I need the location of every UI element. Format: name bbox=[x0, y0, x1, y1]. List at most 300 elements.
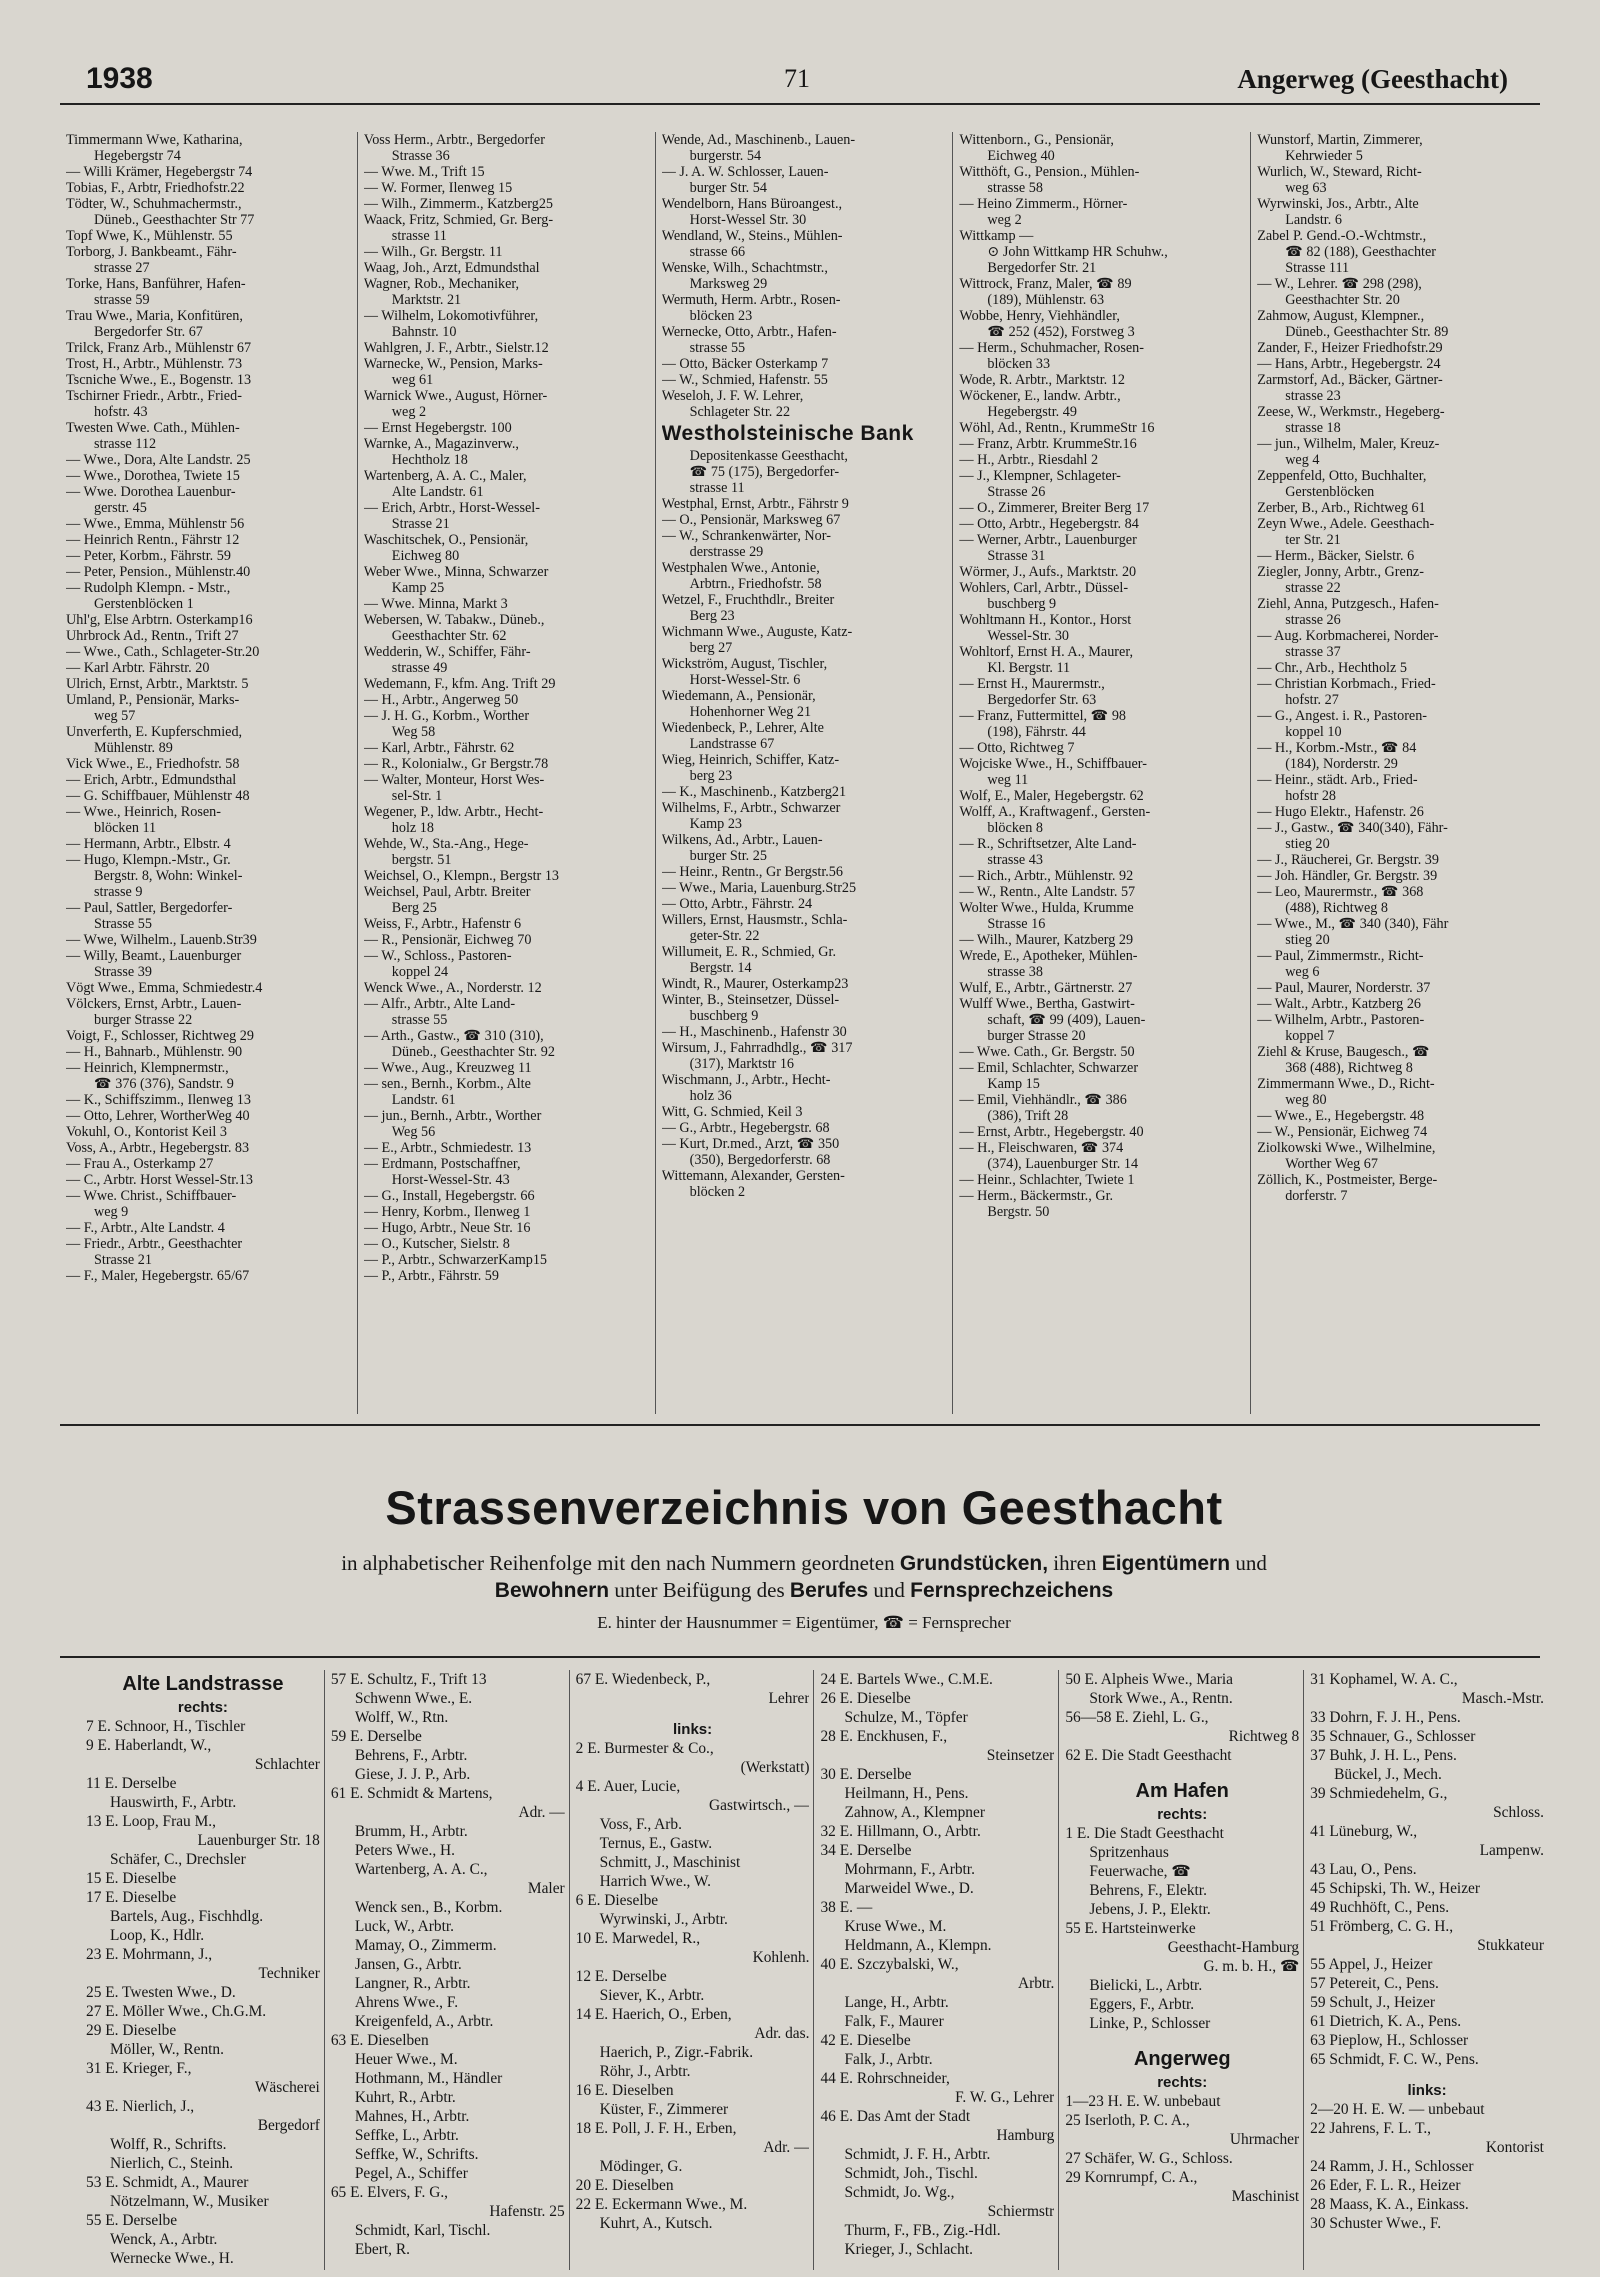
directory-entry: Weg 58 bbox=[391, 724, 436, 740]
directory-entry: — H., Fleischwaren, ☎ 374 bbox=[959, 1140, 1124, 1156]
directory-entry: — Hermann, Arbtr., Elbstr. 4 bbox=[66, 836, 231, 852]
directory-entry: — Willi Krämer, Hegebergstr 74 bbox=[66, 164, 253, 180]
directory-entry: — O., Pensionär, Marksweg 67 bbox=[661, 512, 841, 528]
directory-entry: strasse 58 bbox=[987, 180, 1043, 196]
directory-entry: — Wwe. Minna, Markt 3 bbox=[363, 596, 508, 612]
directory-entry: — Paul, Sattler, Bergedorfer- bbox=[66, 900, 233, 916]
directory-entry: strasse 18 bbox=[1285, 420, 1341, 436]
directory-entry: Bergstr. 8, Wohn: Winkel- bbox=[94, 868, 243, 884]
directory-entry: — Otto, Arbtr., Hegebergstr. 84 bbox=[959, 516, 1139, 532]
directory-entry: weg 2 bbox=[987, 212, 1022, 228]
directory-entry: Wahlgren, J. F., Arbtr., Sielstr.12 bbox=[363, 340, 549, 356]
street-entry: Langner, R., Arbtr. bbox=[354, 1975, 471, 1992]
street-entry: 55 Appel, J., Heizer bbox=[1310, 1956, 1433, 1973]
directory-entry: Landstrasse 67 bbox=[689, 736, 775, 752]
directory-entry: Tschirner Friedr., Arbtr., Fried- bbox=[66, 388, 242, 404]
directory-entry: — Karl Arbtr. Fährstr. 20 bbox=[66, 660, 210, 676]
directory-entry: Düneb., Geesthachter Str 77 bbox=[94, 212, 255, 228]
street-entry-continuation: Uhrmacher bbox=[1229, 2131, 1300, 2148]
street-entry: Brumm, H., Arbtr. bbox=[354, 1823, 468, 1840]
subtitle-bold-4: Berufes bbox=[789, 1579, 869, 1602]
street-entry: 63 Pieplow, H., Schlosser bbox=[1310, 2032, 1469, 2049]
directory-column-2 bbox=[357, 132, 655, 1414]
directory-entry: — R., Schriftsetzer, Alte Land- bbox=[959, 836, 1137, 852]
directory-entry: Wendelborn, Hans Büroangest., bbox=[661, 196, 843, 212]
directory-entry: — Henry, Korbm., Ilenweg 1 bbox=[363, 1204, 531, 1220]
directory-entry: — R., Pensionär, Eichweg 70 bbox=[363, 932, 532, 948]
directory-entry: — Hans, Arbtr., Hegebergstr. 24 bbox=[1257, 356, 1441, 372]
directory-entry: Ziolkowski Wwe., Wilhelmine, bbox=[1257, 1140, 1436, 1156]
directory-entry: geter-Str. 22 bbox=[689, 928, 760, 944]
subtitle-bold-3: Bewohnern bbox=[494, 1579, 610, 1602]
street-entry: Krieger, J., Schlacht. bbox=[844, 2241, 973, 2258]
directory-entry: Weg 56 bbox=[391, 1124, 436, 1140]
directory-entry: Zimmermann Wwe., D., Richt- bbox=[1257, 1076, 1435, 1092]
street-entry: Schwenn Wwe., E. bbox=[354, 1690, 473, 1707]
street-entry-continuation: Lampenw. bbox=[1479, 1842, 1544, 1859]
street-entry: 22 E. Eckermann Wwe., M. bbox=[575, 2196, 748, 2213]
directory-entry: Tobias, F., Arbtr, Friedhofstr.22 bbox=[66, 180, 245, 196]
street-entry: Luck, W., Arbtr. bbox=[354, 1918, 455, 1935]
street-entry: Wenck sen., B., Korbm. bbox=[354, 1899, 503, 1916]
directory-entry: (386), Trift 28 bbox=[987, 1108, 1069, 1124]
directory-entry: Voigt, F., Schlosser, Richtweg 29 bbox=[66, 1028, 254, 1044]
street-entry: 12 E. Derselbe bbox=[575, 1968, 667, 1985]
street-entry: 25 Iserloth, P. C. A., bbox=[1065, 2112, 1190, 2129]
directory-entry: Voss Herm., Arbtr., Bergedorfer bbox=[363, 132, 545, 148]
street-entry: 16 E. Dieselben bbox=[575, 2082, 674, 2099]
directory-entry: buschberg 9 bbox=[689, 1008, 759, 1024]
street-entry: Seffke, L., Arbtr. bbox=[354, 2127, 459, 2144]
directory-entry: — Wilh., Maurer, Katzberg 29 bbox=[959, 932, 1134, 948]
street-entry-continuation: Kontorist bbox=[1485, 2139, 1544, 2156]
street-index-heading bbox=[60, 1478, 1548, 1634]
directory-entry: Twesten Wwe. Cath., Mühlen- bbox=[66, 420, 240, 436]
directory-entry: Bergstr. 50 bbox=[987, 1204, 1050, 1220]
directory-entry: Strasse 111 bbox=[1285, 260, 1350, 276]
directory-entry: Zeyn Wwe., Adele. Geesthach- bbox=[1257, 516, 1435, 532]
directory-entry: Warnke, A., Magazinverw., bbox=[363, 436, 519, 452]
street-entry-continuation: F. W. G., Lehrer bbox=[955, 2089, 1055, 2106]
street-entry: 32 E. Hillmann, O., Arbtr. bbox=[820, 1823, 981, 1840]
directory-entry: Wohltmann H., Kontor., Horst bbox=[959, 612, 1132, 628]
directory-entry: — sen., Bernh., Korbm., Alte bbox=[363, 1076, 531, 1092]
street-entry: 43 Lau, O., Pens. bbox=[1310, 1861, 1417, 1878]
street-entry: 56—58 E. Ziehl, L. G., bbox=[1065, 1709, 1209, 1726]
directory-entry: — Wwe. Cath., Gr. Bergstr. 50 bbox=[959, 1044, 1135, 1060]
street-entry: Schmidt, Karl, Tischl. bbox=[354, 2222, 491, 2239]
directory-entry: strasse 11 bbox=[689, 480, 745, 496]
street-entry: Wolff, R., Schrifts. bbox=[110, 2136, 227, 2153]
directory-entry: — Christian Korbmach., Fried- bbox=[1257, 676, 1436, 692]
street-entry: Kruse Wwe., M. bbox=[844, 1918, 947, 1935]
street-entry-continuation: Schlachter bbox=[254, 1756, 320, 1773]
street-entry: 1—23 H. E. W. unbebaut bbox=[1065, 2093, 1221, 2110]
street-entry: 57 Petereit, C., Pens. bbox=[1310, 1975, 1439, 1992]
street-entry-continuation: Hafenstr. 25 bbox=[489, 2203, 565, 2220]
directory-entry: weg 6 bbox=[1285, 964, 1320, 980]
directory-entry: (189), Mühlenstr. 63 bbox=[987, 292, 1105, 308]
street-entry: Zahnow, A., Klempner bbox=[844, 1804, 985, 1821]
street-entry-continuation: Lehrer bbox=[768, 1690, 810, 1707]
directory-entry: Trost, H., Arbtr., Mühlenstr. 73 bbox=[66, 356, 243, 372]
street-name-heading: Angerweg bbox=[1133, 2048, 1231, 2070]
street-entry: Voss, F., Arb. bbox=[599, 1816, 682, 1833]
subtitle-text-3: und bbox=[1235, 1551, 1267, 1575]
directory-entry: Gerstenblöcken 1 bbox=[94, 596, 194, 612]
street-entry: Eggers, F., Arbtr. bbox=[1089, 1996, 1195, 2013]
resident-directory bbox=[60, 132, 1548, 1414]
directory-entry: Marktstr. 21 bbox=[391, 292, 462, 308]
directory-entry: — Friedr., Arbtr., Geesthachter bbox=[66, 1236, 243, 1252]
directory-entry: strasse 66 bbox=[689, 244, 746, 260]
directory-entry: blöcken 11 bbox=[94, 820, 157, 836]
street-entry-continuation: Techniker bbox=[258, 1965, 320, 1982]
directory-entry: Uhl'g, Else Arbtrn. Osterkamp16 bbox=[66, 612, 253, 628]
directory-entry: — Joh. Händler, Gr. Bergstr. 39 bbox=[1257, 868, 1438, 884]
directory-entry: — Wwe. Dorothea Lauenbur- bbox=[66, 484, 236, 500]
directory-entry: Ziehl & Kruse, Baugesch., ☎ bbox=[1257, 1044, 1430, 1060]
directory-entry: — G., Install, Hegebergstr. 66 bbox=[363, 1188, 535, 1204]
directory-entry: Voss, A., Arbtr., Hegebergstr. 83 bbox=[66, 1140, 250, 1156]
directory-entry: — Hugo Elektr., Hafenstr. 26 bbox=[1257, 804, 1424, 820]
street-side-label: links: bbox=[672, 1721, 713, 1738]
directory-entry: Wenck Wwe., A., Norderstr. 12 bbox=[363, 980, 542, 996]
street-entry: 6 E. Dieselbe bbox=[575, 1892, 659, 1909]
directory-entry: Waschitschek, O., Pensionär, bbox=[363, 532, 529, 548]
directory-entry: Zerber, B., Arb., Richtweg 61 bbox=[1257, 500, 1426, 516]
abbreviation-legend: E. hinter der Hausnummer = Eigentümer, ☎ = Fernsprecher bbox=[597, 1613, 1011, 1632]
directory-entry: Ulrich, Ernst, Arbtr., Marktstr. 5 bbox=[66, 676, 249, 692]
street-entry: Kreigenfeld, A., Arbtr. bbox=[354, 2013, 494, 2030]
page-header bbox=[86, 62, 1508, 96]
directory-entry: buschberg 9 bbox=[987, 596, 1057, 612]
directory-entry: Düneb., Geesthachter Str. 92 bbox=[391, 1044, 555, 1060]
street-entry: Bielicki, L., Arbtr. bbox=[1089, 1977, 1203, 1994]
directory-entry: — J., Räucherei, Gr. Bergstr. 39 bbox=[1257, 852, 1439, 868]
street-entry: 57 E. Schultz, F., Trift 13 bbox=[330, 1671, 487, 1688]
directory-entry: — Arth., Gastw., ☎ 310 (310), bbox=[363, 1028, 544, 1044]
directory-entry: — W., Schmied, Hafenstr. 55 bbox=[661, 372, 828, 388]
directory-entry: — F., Arbtr., Alte Landstr. 4 bbox=[66, 1220, 225, 1236]
directory-entry: derstrasse 29 bbox=[689, 544, 764, 560]
directory-entry: — J. A. W. Schlosser, Lauen- bbox=[661, 164, 829, 180]
directory-entry: — Otto, Bäcker Osterkamp 7 bbox=[661, 356, 829, 372]
directory-entry: Hohenhorner Weg 21 bbox=[689, 704, 812, 720]
street-name-heading: Alte Landstrasse bbox=[122, 1673, 284, 1695]
street-entry: 46 E. Das Amt der Stadt bbox=[820, 2108, 971, 2125]
street-entry: Lange, H., Arbtr. bbox=[844, 1994, 949, 2011]
street-entry: 4 E. Auer, Lucie, bbox=[575, 1778, 681, 1795]
street-entry-continuation: Gastwirtsch., — bbox=[709, 1797, 810, 1814]
directory-entry: Wrede, E., Apotheker, Mühlen- bbox=[959, 948, 1138, 964]
street-entry: Falk, F., Maurer bbox=[844, 2013, 944, 2030]
subtitle-text-2: ihren bbox=[1053, 1551, 1097, 1575]
directory-entry: Wagner, Rob., Mechaniker, bbox=[363, 276, 520, 292]
directory-entry: — Wwe., Maria, Lauenburg.Str25 bbox=[661, 880, 857, 896]
directory-entry: Warnecke, W., Pension, Marks- bbox=[363, 356, 543, 372]
directory-entry: Wischmann, J., Arbtr., Hecht- bbox=[661, 1072, 831, 1088]
street-entry: 31 E. Krieger, F., bbox=[86, 2060, 192, 2077]
directory-entry: burger Str. 54 bbox=[689, 180, 767, 196]
street-entry: 33 Dohrn, F. J. H., Pens. bbox=[1310, 1709, 1461, 1726]
directory-entry: Strasse 16 bbox=[987, 916, 1046, 932]
directory-entry: sel-Str. 1 bbox=[391, 788, 443, 804]
directory-entry: — Wwe., Dorothea, Twiete 15 bbox=[66, 468, 240, 484]
directory-entry: Depositenkasse Geesthacht, bbox=[689, 448, 848, 464]
subtitle-bold-2: Eigentümern bbox=[1101, 1552, 1231, 1575]
street-entry: Küster, F., Zimmerer bbox=[599, 2101, 729, 2118]
directory-entry: Arbtrn., Friedhofstr. 58 bbox=[689, 576, 822, 592]
street-entry: 65 Schmidt, F. C. W., Pens. bbox=[1310, 2051, 1479, 2068]
directory-entry: Wyrwinski, Jos., Arbtr., Alte bbox=[1257, 196, 1419, 212]
directory-entry: Tödter, W., Schuhmachermstr., bbox=[66, 196, 242, 212]
directory-entry: dorferstr. 7 bbox=[1285, 1188, 1348, 1204]
directory-entry: (198), Fährstr. 44 bbox=[987, 724, 1086, 740]
directory-entry: — Paul, Zimmermstr., Richt- bbox=[1257, 948, 1424, 964]
street-entry: 34 E. Derselbe bbox=[820, 1842, 912, 1859]
street-entry: 9 E. Haberlandt, W., bbox=[86, 1737, 212, 1754]
directory-entry: — Heinrich Rentn., Fährstr 12 bbox=[66, 532, 240, 548]
street-entry: 29 E. Dieselbe bbox=[86, 2022, 177, 2039]
directory-entry: burger Strasse 20 bbox=[987, 1028, 1086, 1044]
street-entry-continuation: Lauenburger Str. 18 bbox=[197, 1832, 320, 1849]
street-entry: 61 Dietrich, K. A., Pens. bbox=[1310, 2013, 1462, 2030]
directory-entry: Eichweg 40 bbox=[987, 148, 1055, 164]
street-entry: Wyrwinski, J., Arbtr. bbox=[599, 1911, 728, 1928]
street-entry-continuation: Bergedorf bbox=[257, 2117, 320, 2134]
directory-entry: — Franz, Arbtr. KrummeStr.16 bbox=[959, 436, 1137, 452]
street-entry: Hauswirth, F., Arbtr. bbox=[110, 1794, 237, 1811]
directory-entry: Waag, Joh., Arzt, Edmundsthal bbox=[363, 260, 540, 276]
directory-entry: Vick Wwe., E., Friedhofstr. 58 bbox=[66, 756, 240, 772]
street-entry: 24 Ramm, J. H., Schlosser bbox=[1310, 2158, 1474, 2175]
directory-entry: — Alfr., Arbtr., Alte Land- bbox=[363, 996, 516, 1012]
street-entry: Schulze, M., Töpfer bbox=[844, 1709, 968, 1726]
street-entry-continuation: Adr. das. bbox=[754, 2025, 810, 2042]
directory-entry: Hechtholz 18 bbox=[391, 452, 468, 468]
directory-entry: — Erich, Arbtr., Edmundsthal bbox=[66, 772, 237, 788]
street-entry: 51 Frömberg, C. G. H., bbox=[1310, 1918, 1454, 1935]
directory-entry: — K., Schiffszimm., Ilenweg 13 bbox=[66, 1092, 251, 1108]
bank-heading: Westholsteinische Bank bbox=[661, 422, 914, 445]
directory-entry: — Erdmann, Postschaffner, bbox=[363, 1156, 521, 1172]
directory-entry: koppel 24 bbox=[391, 964, 449, 980]
directory-entry: strasse 22 bbox=[1285, 580, 1341, 596]
directory-entry: Wittrock, Franz, Maler, ☎ 89 bbox=[959, 276, 1132, 292]
directory-entry: — Herm., Schuhmacher, Rosen- bbox=[959, 340, 1145, 356]
street-entry: 30 E. Derselbe bbox=[820, 1766, 912, 1783]
street-entry: Bartels, Aug., Fischhdlg. bbox=[110, 1908, 264, 1925]
street-entry: 28 Maass, K. A., Einkass. bbox=[1310, 2196, 1469, 2213]
directory-entry: — Emil, Viehhändlr., ☎ 386 bbox=[959, 1092, 1127, 1108]
directory-entry: Wenske, Wilh., Schachtmstr., bbox=[661, 260, 828, 276]
directory-entry: Weber Wwe., Minna, Schwarzer bbox=[363, 564, 549, 580]
page-year: 1938 bbox=[86, 62, 153, 95]
spacer bbox=[1065, 1765, 1299, 1777]
street-entry: Linke, P., Schlosser bbox=[1089, 2015, 1211, 2032]
directory-entry: — Walt., Arbtr., Katzberg 26 bbox=[1257, 996, 1422, 1012]
directory-entry: burger Str. 25 bbox=[689, 848, 767, 864]
street-side-label: links: bbox=[1407, 2082, 1447, 2099]
street-entry: 55 E. Derselbe bbox=[86, 2212, 178, 2229]
directory-entry: ☎ 75 (175), Bergedorfer- bbox=[689, 464, 840, 480]
street-entry: Pegel, A., Schiffer bbox=[354, 2165, 468, 2182]
street-entry: 2—20 H. E. W. — unbebaut bbox=[1310, 2101, 1485, 2118]
street-entry: Ahrens Wwe., F. bbox=[354, 1994, 459, 2011]
street-entry-continuation: Masch.-Mstr. bbox=[1461, 1690, 1544, 1707]
directory-entry: hofstr. 27 bbox=[1285, 692, 1339, 708]
directory-entry: Wilhelms, F., Arbtr., Schwarzer bbox=[661, 800, 841, 816]
directory-entry: Kl. Bergstr. 11 bbox=[987, 660, 1071, 676]
street-entry: Stork Wwe., A., Rentn. bbox=[1089, 1690, 1233, 1707]
street-side-label: rechts: bbox=[177, 1699, 228, 1716]
directory-entry: — Wwe., Dora, Alte Landstr. 25 bbox=[66, 452, 251, 468]
directory-entry: ⊙ John Wittkamp HR Schuhw., bbox=[987, 244, 1168, 260]
directory-entry: Kamp 23 bbox=[689, 816, 743, 832]
street-entry: Wartenberg, A. A. C., bbox=[354, 1861, 488, 1878]
directory-entry: — Paul, Maurer, Norderstr. 37 bbox=[1257, 980, 1431, 996]
directory-entry: strasse 59 bbox=[94, 292, 150, 308]
directory-entry: Landstr. 61 bbox=[391, 1092, 456, 1108]
directory-entry: weg 80 bbox=[1285, 1092, 1327, 1108]
directory-entry: Wöhl, Ad., Rentn., KrummeStr 16 bbox=[959, 420, 1155, 436]
subtitle-text-1: in alphabetischer Reihenfolge mit den nach Nummern geordneten bbox=[341, 1551, 895, 1575]
directory-entry: — Wwe., Emma, Mühlenstr 56 bbox=[66, 516, 245, 532]
directory-entry: strasse 27 bbox=[94, 260, 150, 276]
subtitle-bold-5: Fernsprechzeichens bbox=[910, 1579, 1114, 1602]
directory-entry: Warnick Wwe., August, Hörner- bbox=[363, 388, 548, 404]
directory-entry: Strasse 36 bbox=[391, 148, 450, 164]
directory-entry: Weichsel, O., Klempn., Bergstr 13 bbox=[363, 868, 560, 884]
directory-entry: — Heinr., Schlachter, Twiete 1 bbox=[959, 1172, 1135, 1188]
directory-entry: — W. Former, Ilenweg 15 bbox=[363, 180, 513, 196]
street-entry: Schmidt, Jo. Wg., bbox=[844, 2184, 955, 2201]
street-entry: Mödinger, G. bbox=[599, 2158, 683, 2175]
directory-entry: — Wilh., Zimmerm., Katzberg25 bbox=[363, 196, 554, 212]
directory-entry: — Werner, Arbtr., Lauenburger bbox=[959, 532, 1137, 548]
directory-entry: — W., Rentn., Alte Landstr. 57 bbox=[959, 884, 1136, 900]
directory-entry: Alte Landstr. 61 bbox=[391, 484, 484, 500]
directory-entry: Westphalen Wwe., Antonie, bbox=[661, 560, 820, 576]
directory-entry: Witt, G. Schmied, Keil 3 bbox=[661, 1104, 803, 1120]
street-entry: Peters Wwe., H. bbox=[354, 1842, 455, 1859]
directory-entry: Wörmer, J., Aufs., Marktstr. 20 bbox=[959, 564, 1137, 580]
street-column-1 bbox=[80, 1670, 324, 2270]
street-entry: Seffke, W., Schrifts. bbox=[354, 2146, 479, 2163]
directory-entry: Völckers, Ernst, Arbtr., Lauen- bbox=[66, 996, 242, 1012]
directory-entry: Wode, R. Arbtr., Marktstr. 12 bbox=[959, 372, 1125, 388]
street-entry: Schmidt, J. F. H., Arbtr. bbox=[844, 2146, 991, 2163]
directory-entry: Wohlers, Carl, Arbtr., Düssel- bbox=[959, 580, 1129, 596]
directory-column-3 bbox=[655, 132, 953, 1414]
directory-entry: Strasse 26 bbox=[987, 484, 1046, 500]
directory-entry: hofstr 28 bbox=[1285, 788, 1337, 804]
directory-entry: (317), Marktstr 16 bbox=[689, 1056, 795, 1072]
directory-entry: Kamp 25 bbox=[391, 580, 445, 596]
directory-entry: Zahmow, August, Klempner., bbox=[1257, 308, 1425, 324]
street-entry: 13 E. Loop, Frau M., bbox=[86, 1813, 216, 1830]
directory-entry: — P., Arbtr., Fährstr. 59 bbox=[363, 1268, 499, 1284]
street-entry: Behrens, F., Elektr. bbox=[1089, 1882, 1207, 1899]
directory-entry: strasse 26 bbox=[1285, 612, 1341, 628]
street-entry: Mamay, O., Zimmerm. bbox=[354, 1937, 497, 1954]
street-entry: 11 E. Derselbe bbox=[86, 1775, 177, 1792]
street-name-heading: Am Hafen bbox=[1135, 1780, 1229, 1802]
directory-entry: Wartenberg, A. A. C., Maler, bbox=[363, 468, 527, 484]
street-entry: Wernecke Wwe., H. bbox=[110, 2250, 234, 2267]
street-entry: Harrich Wwe., W. bbox=[599, 1873, 711, 1890]
street-entry: Röhr, J., Arbtr. bbox=[599, 2063, 691, 2080]
directory-entry: weg 57 bbox=[94, 708, 136, 724]
directory-entry: — Wwe., Aug., Kreuzweg 11 bbox=[363, 1060, 532, 1076]
street-entry: Jansen, G., Arbtr. bbox=[354, 1956, 462, 1973]
street-entry: Möller, W., Rentn. bbox=[110, 2041, 224, 2058]
directory-entry: Wirsum, J., Fahrradhdlg., ☎ 317 bbox=[661, 1040, 853, 1056]
street-entry: Ternus, E., Gastw. bbox=[599, 1835, 713, 1852]
street-entry: 61 E. Schmidt & Martens, bbox=[330, 1785, 493, 1802]
street-entry: Siever, K., Arbtr. bbox=[599, 1987, 705, 2004]
directory-entry: holz 36 bbox=[689, 1088, 732, 1104]
street-entry: 23 E. Mohrmann, J., bbox=[86, 1946, 213, 1963]
directory-entry: blöcken 33 bbox=[987, 356, 1051, 372]
directory-entry: gerstr. 45 bbox=[94, 500, 147, 516]
directory-entry: — J. H. G., Korbm., Worther bbox=[363, 708, 530, 724]
directory-entry: Gerstenblöcken bbox=[1285, 484, 1375, 500]
directory-entry: Strasse 39 bbox=[94, 964, 152, 980]
directory-entry: — F., Maler, Hegebergstr. 65/67 bbox=[66, 1268, 250, 1284]
directory-entry: Wurlich, W., Steward, Richt- bbox=[1257, 164, 1422, 180]
directory-entry: hofstr. 43 bbox=[94, 404, 148, 420]
street-entry-continuation: Geesthacht-Hamburg bbox=[1167, 1939, 1300, 1956]
directory-entry: — Chr., Arb., Hechtholz 5 bbox=[1257, 660, 1407, 676]
street-entry: 28 E. Enckhusen, F., bbox=[820, 1728, 948, 1745]
directory-entry: Wedemann, F., kfm. Ang. Trift 29 bbox=[363, 676, 556, 692]
directory-entry: — P., Arbtr., SchwarzerKamp15 bbox=[363, 1252, 548, 1268]
directory-entry: Wernecke, Otto, Arbtr., Hafen- bbox=[661, 324, 837, 340]
directory-column-1 bbox=[60, 132, 357, 1414]
directory-entry: Bergedorfer Str. 63 bbox=[987, 692, 1097, 708]
directory-entry: Wöckener, E., landw. Arbtr., bbox=[959, 388, 1121, 404]
directory-entry: — Otto, Lehrer, WortherWeg 40 bbox=[66, 1108, 250, 1124]
street-entry: 31 Kophamel, W. A. C., bbox=[1310, 1671, 1458, 1688]
directory-entry: — jun., Bernh., Arbtr., Worther bbox=[363, 1108, 542, 1124]
directory-entry: Wobbe, Henry, Viehhändler, bbox=[959, 308, 1120, 324]
street-entry-continuation: Adr. — bbox=[763, 2139, 810, 2156]
street-entry: 59 E. Derselbe bbox=[330, 1728, 422, 1745]
street-entry: 24 E. Bartels Wwe., C.M.E. bbox=[820, 1671, 993, 1688]
directory-entry: — Herm., Bäckermstr., Gr. bbox=[959, 1188, 1114, 1204]
street-entry-continuation: G. m. b. H., ☎ bbox=[1203, 1958, 1300, 1975]
directory-entry: — E., Arbtr., Schmiedestr. 13 bbox=[363, 1140, 532, 1156]
directory-entry: Horst-Wessel Str. 30 bbox=[689, 212, 807, 228]
directory-entry: Wolff, A., Kraftwagenf., Gersten- bbox=[959, 804, 1151, 820]
directory-entry: — H., Arbtr., Riesdahl 2 bbox=[959, 452, 1099, 468]
directory-entry: Ziegler, Jonny, Arbtr., Grenz- bbox=[1257, 564, 1424, 580]
directory-entry: — Wwe. Christ., Schiffbauer- bbox=[66, 1188, 237, 1204]
street-entry: 1 E. Die Stadt Geesthacht bbox=[1065, 1825, 1224, 1842]
street-index-title: Strassenverzeichnis von Geesthacht bbox=[385, 1481, 1223, 1534]
street-column-2 bbox=[324, 1670, 569, 2270]
directory-entry: Landstr. 6 bbox=[1285, 212, 1342, 228]
directory-entry: Berg 25 bbox=[391, 900, 437, 916]
directory-entry: Bergedorfer Str. 67 bbox=[94, 324, 203, 340]
street-entry: Heuer Wwe., M. bbox=[354, 2051, 458, 2068]
street-side-label: rechts: bbox=[1157, 2074, 1208, 2091]
directory-entry: — H., Bahnarb., Mühlenstr. 90 bbox=[66, 1044, 243, 1060]
directory-entry: strasse 23 bbox=[1285, 388, 1341, 404]
directory-entry: — H., Arbtr., Angerweg 50 bbox=[363, 692, 519, 708]
